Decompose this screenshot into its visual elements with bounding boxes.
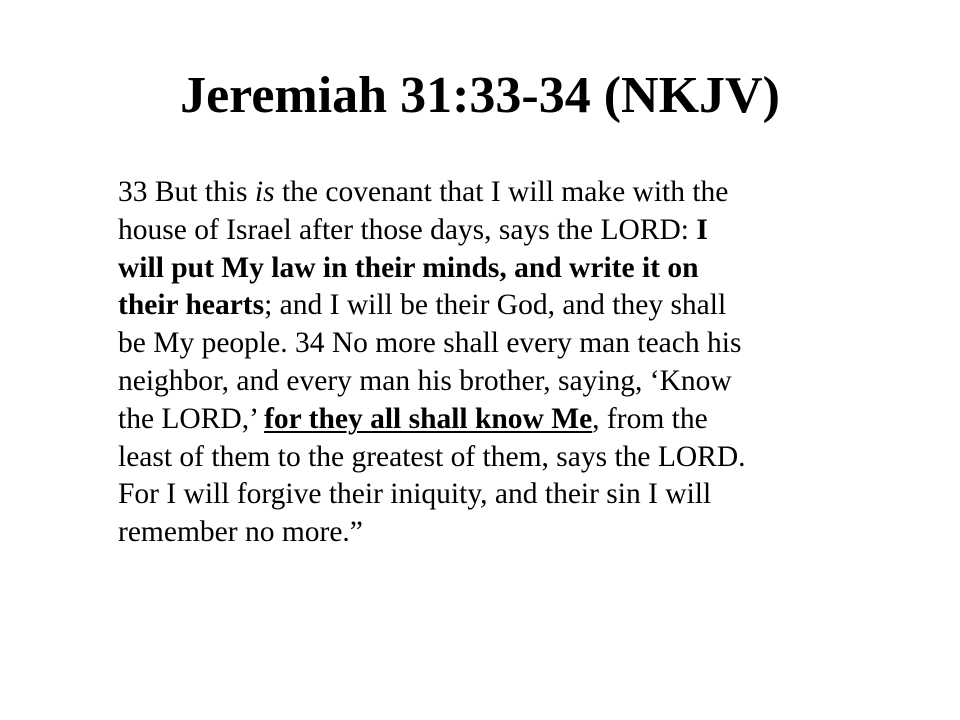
passage-text: house of Israel after those days, says the LORD: — [118, 213, 697, 246]
passage-line-1 — [118, 174, 918, 212]
passage-line-3 — [118, 250, 918, 288]
passage-bold-text: I — [696, 213, 708, 246]
passage-text: least of them to the greatest of them, says the LORD. — [118, 440, 746, 473]
scripture-passage — [118, 174, 918, 552]
passage-text: For I will forgive their iniquity, and their sin I will — [118, 478, 712, 511]
passage-text: be My people. 34 No more shall every man teach his — [118, 327, 742, 360]
passage-text: remember no more.” — [118, 516, 363, 549]
passage-line-10 — [118, 514, 918, 552]
passage-line-5 — [118, 325, 918, 363]
passage-line-9 — [118, 476, 918, 514]
passage-line-2 — [118, 212, 918, 250]
passage-line-6 — [118, 363, 918, 401]
passage-bold-text: their hearts — [118, 289, 265, 322]
passage-line-8 — [118, 439, 918, 477]
passage-text: ; and I will be their God, and they shall — [264, 289, 727, 322]
passage-line-4 — [118, 287, 918, 325]
passage-italic-text: is — [254, 176, 275, 208]
passage-text: neighbor, and every man his brother, saying, ‘Know — [118, 364, 732, 397]
passage-text: , from the — [592, 402, 708, 435]
passage-line-7 — [118, 401, 918, 439]
passage-underlined-bold-text: for they all shall know Me — [264, 402, 593, 435]
slide-title: Jeremiah 31:33-34 (NKJV) — [180, 67, 780, 124]
passage-text: the covenant that I will make with the — [274, 176, 729, 208]
passage-text: the LORD,’ — [118, 402, 265, 435]
passage-bold-text: will put My law in their minds, and write it on — [118, 251, 699, 284]
passage-text: 33 But this — [118, 176, 255, 208]
